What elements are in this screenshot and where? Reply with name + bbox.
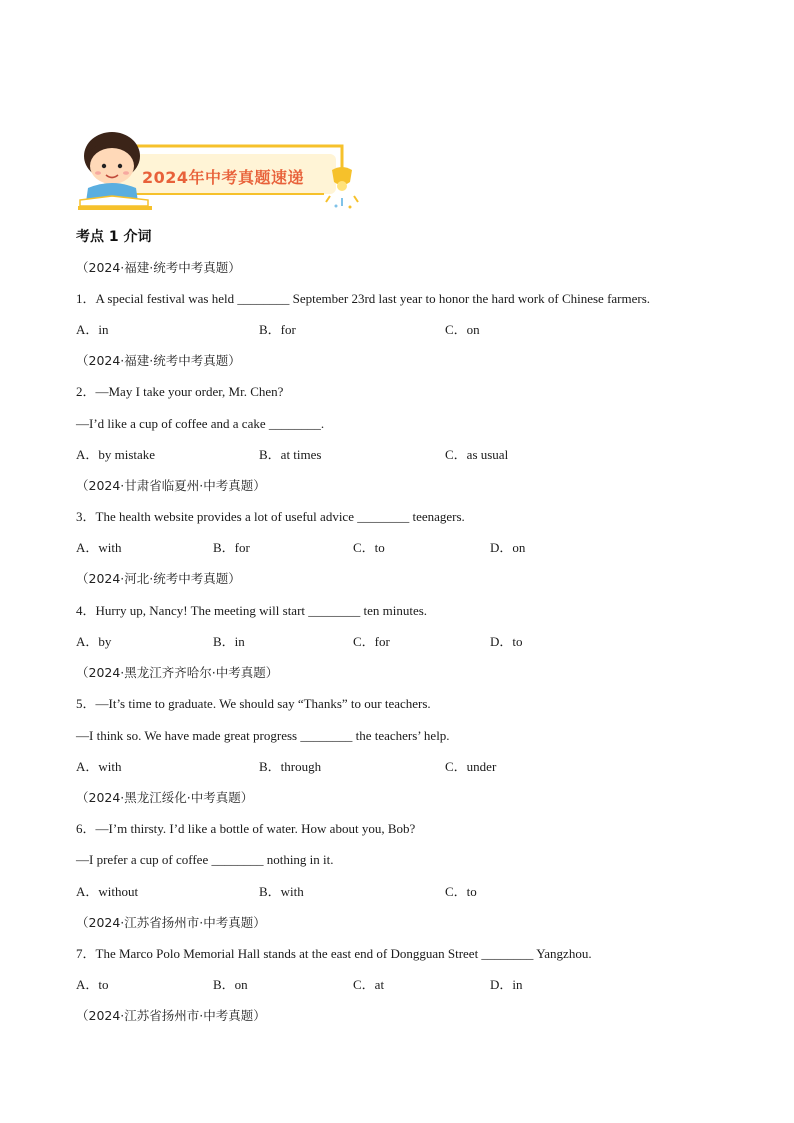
question-stem: 6．—I’m thirsty. I’d like a bottle of water. How about you, Bob? [76,821,416,836]
option-b: B．at times [259,447,322,462]
section-title: 考点 1 介词 [76,229,152,245]
question-source: （2024·河北·统考中考真题） [76,571,241,586]
option-b: B．for [259,322,296,337]
option-b: B．through [259,759,322,774]
question-source: （2024·江苏省扬州市·中考真题） [76,1008,266,1023]
question-source: （2024·黑龙江齐齐哈尔·中考真题） [76,665,279,680]
question-stem: 7．The Marco Polo Memorial Hall stands at the east end of Dongguan Street ________ Yangzhou. [76,946,592,961]
section-banner [74,126,364,212]
question-stem-continued: —I’d like a cup of coffee and a cake ________. [76,416,325,431]
question-stem: 2．—May I take your order, Mr. Chen? [76,384,284,399]
question-source: （2024·黑龙江绥化·中考真题） [76,790,254,805]
option-b: B．in [213,634,245,649]
banner-title: 2024年中考真题速递 [142,168,305,187]
question-stem: 1．A special festival was held ________ September 23rd last year to honor the hard work of Chinese farmers. [76,291,651,306]
option-a: A．without [76,884,139,899]
question-stem: 4．Hurry up, Nancy! The meeting will start ________ ten minutes. [76,603,428,618]
question-source: （2024·福建·统考中考真题） [76,260,241,275]
question-stem: 3．The health website provides a lot of useful advice ________ teenagers. [76,509,465,524]
question-source: （2024·江苏省扬州市·中考真题） [76,915,266,930]
option-a: A．by mistake [76,447,156,462]
option-c: C．to [353,540,385,555]
option-d: D．to [490,634,523,649]
option-d: D．in [490,977,523,992]
option-a: A．with [76,759,122,774]
option-c: C．for [353,634,390,649]
option-d: D．on [490,540,526,555]
question-stem-continued: —I prefer a cup of coffee ________ nothing in it. [76,852,334,867]
question-stem: 5．—It’s time to graduate. We should say “Thanks” to our teachers. [76,696,431,711]
option-c: C．to [445,884,477,899]
question-source: （2024·甘肃省临夏州·中考真题） [76,478,266,493]
option-b: B．on [213,977,248,992]
option-b: B．with [259,884,304,899]
option-c: C．on [445,322,480,337]
option-a: A．with [76,540,122,555]
option-a: A．to [76,977,109,992]
question-stem-continued: —I think so. We have made great progress ________ the teachers’ help. [76,728,450,743]
option-c: C．under [445,759,497,774]
option-a: A．in [76,322,109,337]
option-a: A．by [76,634,112,649]
option-c: C．at [353,977,385,992]
option-b: B．for [213,540,250,555]
option-c: C．as usual [445,447,509,462]
question-source: （2024·福建·统考中考真题） [76,353,241,368]
